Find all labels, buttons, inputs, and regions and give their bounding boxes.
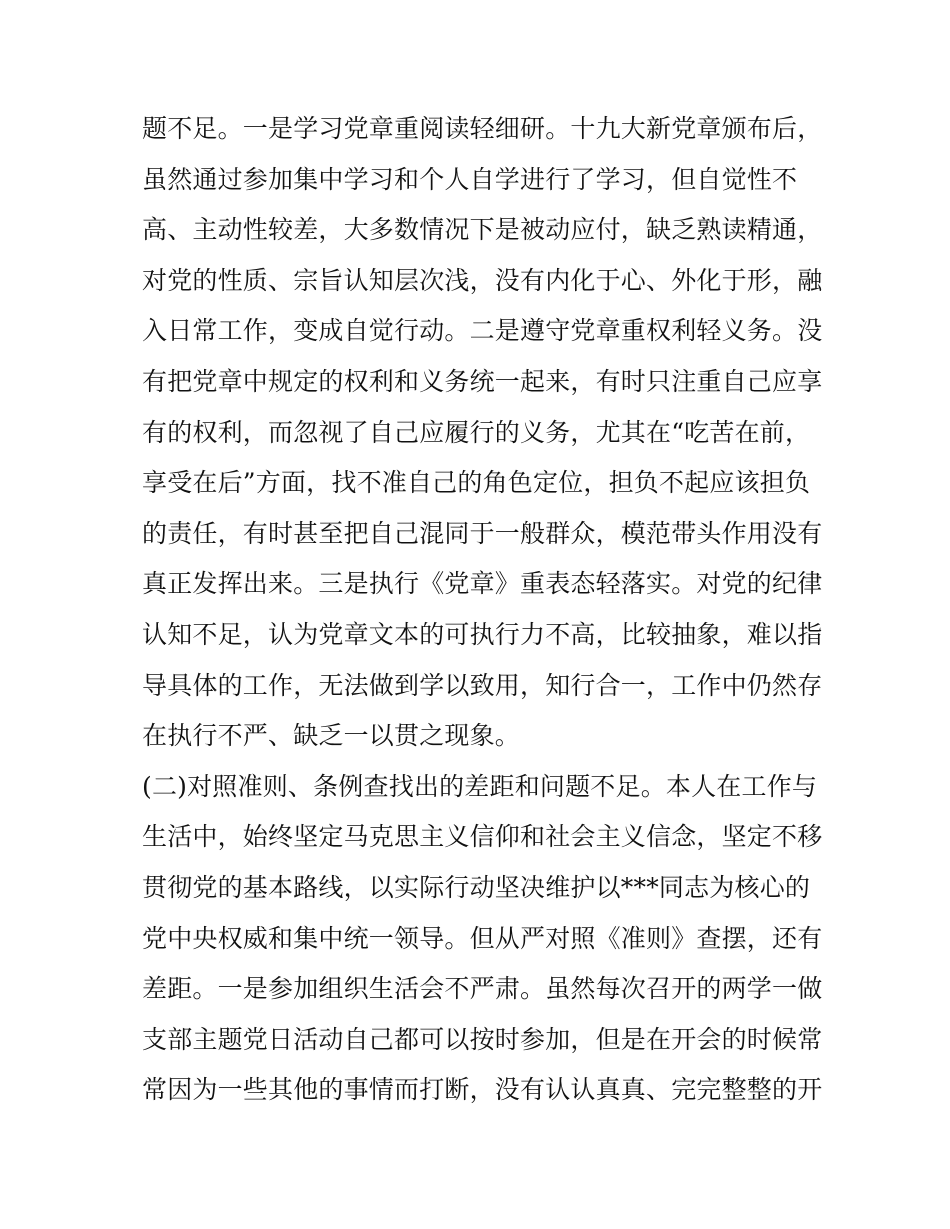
text-line: 生活中，始终坚定马克思主义信仰和社会主义信念，坚定不移 — [142, 822, 823, 852]
body-text — [142, 104, 822, 1116]
text-line: 党中央权威和集中统一领导。但从严对照《准则》查摆，还有 — [142, 923, 823, 953]
text-line: 差距。一是参加组织生活会不严肃。虽然每次召开的两学一做 — [142, 974, 823, 1004]
text-line: 有把党章中规定的权利和义务统一起来，有时只注重自己应享 — [142, 366, 823, 396]
text-line: 贯彻党的基本路线，以实际行动坚决维护以***同志为核心的 — [142, 872, 811, 902]
text-line: 支部主题党日活动自己都可以按时参加，但是在开会的时候常 — [142, 1024, 823, 1054]
text-line: 真正发挥出来。三是执行《党章》重表态轻落实。对党的纪律 — [142, 569, 823, 599]
text-line: 有的权利，而忽视了自己应履行的义务，尤其在“吃苦在前， — [142, 417, 811, 447]
text-line: 在执行不严、缺乏一以贯之现象。 — [142, 721, 521, 751]
text-line: 认知不足，认为党章文本的可执行力不高，比较抽象，难以指 — [142, 619, 823, 649]
text-line: 的责任，有时甚至把自己混同于一般群众，模范带头作用没有 — [142, 518, 823, 548]
text-line: 高、主动性较差，大多数情况下是被动应付，缺乏熟读精通， — [142, 215, 823, 245]
text-line: 对党的性质、宗旨认知层次浅，没有内化于心、外化于形，融 — [142, 265, 823, 295]
text-line: 入日常工作，变成自觉行动。二是遵守党章重权利轻义务。没 — [142, 316, 823, 346]
text-line: 题不足。一是学习党章重阅读轻细研。十九大新党章颁布后， — [142, 114, 823, 143]
text-line: 常因为一些其他的事情而打断，没有认认真真、完完整整的开 — [142, 1075, 823, 1105]
text-line: 虽然通过参加集中学习和个人自学进行了学习，但自觉性不 — [142, 164, 798, 194]
section-heading-line: (二)对照准则、条例查找出的差距和问题不足。本人在工作与 — [142, 771, 818, 801]
text-line: 享受在后”方面，找不准自己的角色定位，担负不起应该担负 — [142, 468, 811, 498]
text-line: 导具体的工作，无法做到学以致用，知行合一，工作中仍然存 — [142, 670, 823, 700]
